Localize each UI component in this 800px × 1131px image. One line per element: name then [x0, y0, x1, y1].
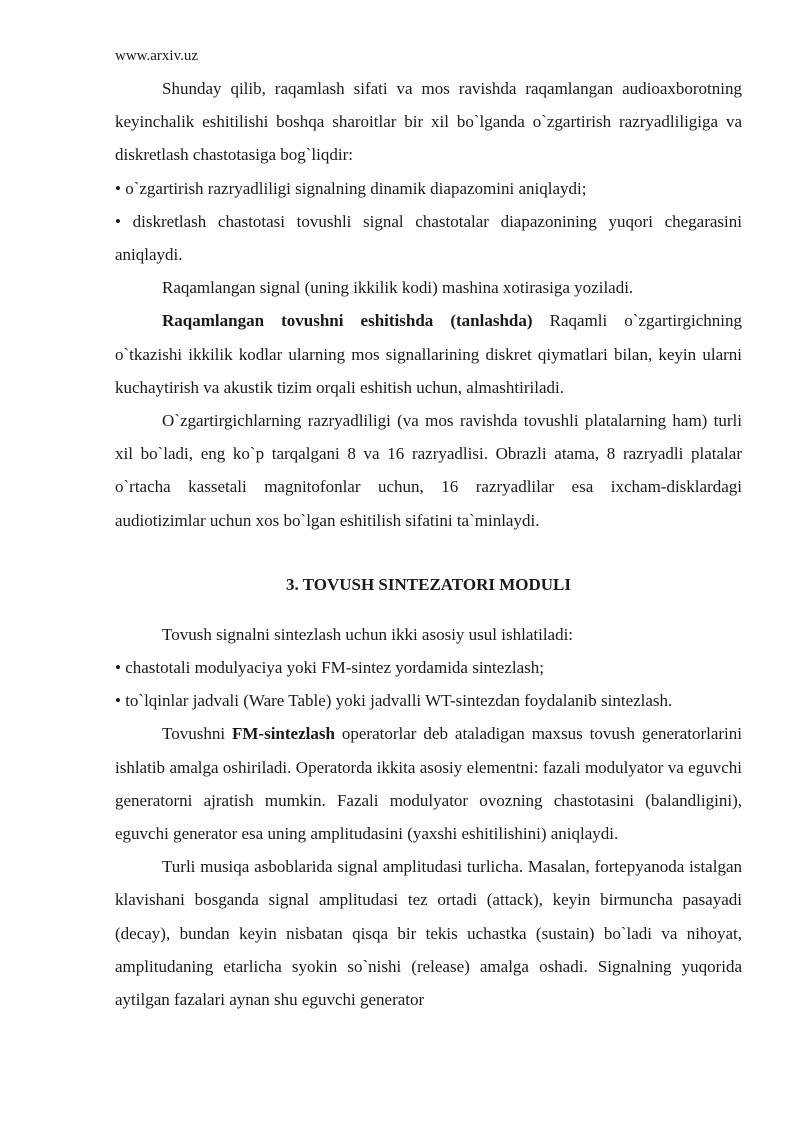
section-heading: 3. TOVUSH SINTEZATORI MODULI — [286, 574, 571, 594]
playback-text: Raqamli o`zgartirgichning o`tkazishi ikkilik kodlar ularning mos signallarining diskret qiymatlari bilan, keyin ularni kuchaytirish va akustik tizim orqali eshitish uchun, almashtiriladi. — [115, 311, 742, 397]
paragraph-converters: O`zgartirgichlarning razryadliligi (va mos ravishda tovushli platalarning ham) turli xil bo`ladi, eng ko`p tarqalgani 8 va 16 razryadlisi. Obrazli atama, 8 razryadli platalar o`rtacha kassetali magnitofonlar uchun, 16 razryadlilar esa ixcham-disklardagi audiotizimlar uchun xos bo`lgan eshitilish sifatini ta`minlaydi. — [115, 411, 742, 530]
paragraph-memory: Raqamlangan signal (uning ikkilik kodi) mashina xotirasiga yoziladi. — [162, 278, 634, 298]
paragraph-amplitude: Turli musiqa asboblarida signal amplitudasi turlicha. Masalan, fortepyanoda istalgan klavishani bosganda signal amplitudasi tez ortadi (attack), keyin birmuncha pasayadi (decay), bundan keyin nisbatan qisqa bir tekis uchastka (sustain) bo`ladi va nihoyat, amplitudaning etarlicha syokin so`nishi (release) amalga oshadi. Signalning yuqorida aytilgan fazalari aynan shu eguvchi generator — [115, 857, 742, 1010]
paragraph-playback — [115, 304, 742, 404]
bullet-sampling-rate: • diskretlash chastotasi tovushli signal chastotalar diapazonining yuqori chegarasini aniqlaydi. — [115, 211, 742, 265]
paragraph-quality: Shunday qilib, raqamlash sifati va mos ravishda raqamlangan audioaxborotning keyinchalik eshitilishi boshqa sharoitlar bir xil bo`lganda o`zgartirish razryadliligiga va diskretlash chastotasiga bog`liqdir: — [115, 79, 742, 165]
fm-term: FM-sintezlash — [232, 724, 335, 744]
playback-term: Raqamlangan tovushni eshitishda (tanlashda) — [162, 311, 533, 331]
site-url: www.arxiv.uz — [115, 48, 199, 64]
fm-intro: Tovushni — [162, 724, 232, 744]
paragraph-fm-synthesis — [115, 717, 742, 850]
bullet-bit-depth: • o`zgartirish razryadliligi signalning dinamik diapazomini aniqlaydi; — [115, 178, 587, 198]
bullet-fm: • chastotali modulyaciya yoki FM-sintez yordamida sintezlash; — [115, 658, 544, 678]
bullet-wt: • to`lqinlar jadvali (Ware Table) yoki jadvalli WT-sintezdan foydalanib sintezlash. — [115, 691, 673, 711]
document-body — [115, 72, 742, 1016]
fm-text: operatorlar deb ataladigan maxsus tovush generatorlarini ishlatib amalga oshiriladi. Operatorda ikkita asosiy elementni: fazali modulyator va eguvchi generatorni ajratish mumkin. Fazali modulyator ovozning chastotasini (balandligini), eguvchi generator esa uning amplitudasini (yaxshi eshitilishini) aniqlaydi. — [115, 724, 743, 844]
paragraph-methods: Tovush signalni sintezlash uchun ikki asosiy usul ishlatiladi: — [162, 624, 574, 644]
